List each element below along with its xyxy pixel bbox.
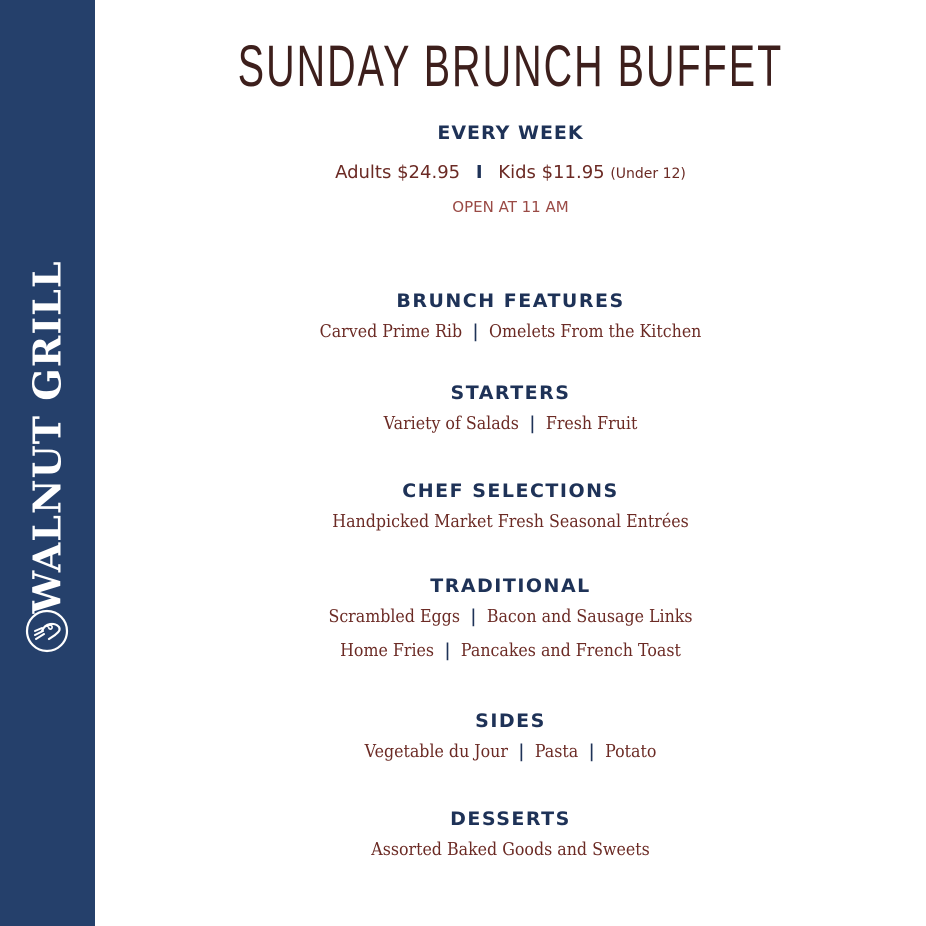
sidebar [0, 0, 95, 926]
separator: I [475, 162, 483, 183]
section-traditional [95, 577, 926, 660]
adults-price: $24.95 [397, 162, 461, 183]
separator: | [470, 606, 477, 627]
section-line [145, 323, 876, 341]
section-sides [95, 712, 926, 761]
section-line [145, 415, 876, 433]
menu-item: Pasta [534, 741, 579, 762]
separator: | [529, 413, 536, 434]
separator: | [518, 741, 525, 762]
separator: | [472, 321, 479, 342]
section-title: DESSERTS [450, 808, 571, 830]
menu-item: Potato [605, 741, 657, 762]
section-title: CHEF SELECTIONS [402, 480, 619, 502]
adults-label: Adults [335, 162, 392, 183]
section-title: TRADITIONAL [430, 575, 591, 597]
menu-item: Carved Prime Rib [319, 321, 463, 342]
section-starters [95, 384, 926, 433]
section-line [145, 743, 876, 761]
menu-item: Omelets From the Kitchen [488, 321, 702, 342]
section-title: SIDES [475, 710, 546, 732]
section-line [145, 513, 876, 531]
fork-swirl-logo-icon [25, 609, 69, 653]
section-line [145, 642, 876, 660]
section-title: BRUNCH FEATURES [396, 290, 625, 312]
section-desserts [95, 810, 926, 859]
pricing [95, 162, 926, 183]
brand-name: WALNUT GRILL [24, 260, 70, 614]
open-time: OPEN AT 11 AM [452, 198, 569, 216]
menu-item: Fresh Fruit [545, 413, 638, 434]
menu-item: Assorted Baked Goods and Sweets [371, 839, 650, 860]
section-chef-selections [95, 482, 926, 531]
menu-content [95, 0, 926, 926]
menu-item: Bacon and Sausage Links [486, 606, 693, 627]
kids-label: Kids [498, 162, 536, 183]
page-title: SUNDAY BRUNCH BUFFET [237, 34, 784, 99]
section-brunch-features [95, 292, 926, 341]
separator: | [588, 741, 595, 762]
kids-price: $11.95 [541, 162, 605, 183]
menu-item: Scrambled Eggs [328, 606, 460, 627]
menu-item: Handpicked Market Fresh Seasonal Entrées [332, 511, 689, 532]
separator: | [444, 640, 451, 661]
menu-item: Vegetable du Jour [364, 741, 508, 762]
section-title: STARTERS [450, 382, 571, 404]
section-line [145, 608, 876, 626]
kids-note: (Under 12) [610, 166, 686, 182]
menu-item: Pancakes and French Toast [460, 640, 681, 661]
menu-item: Variety of Salads [383, 413, 519, 434]
subtitle: EVERY WEEK [437, 122, 584, 144]
menu-item: Home Fries [340, 640, 435, 661]
section-line [145, 841, 876, 859]
